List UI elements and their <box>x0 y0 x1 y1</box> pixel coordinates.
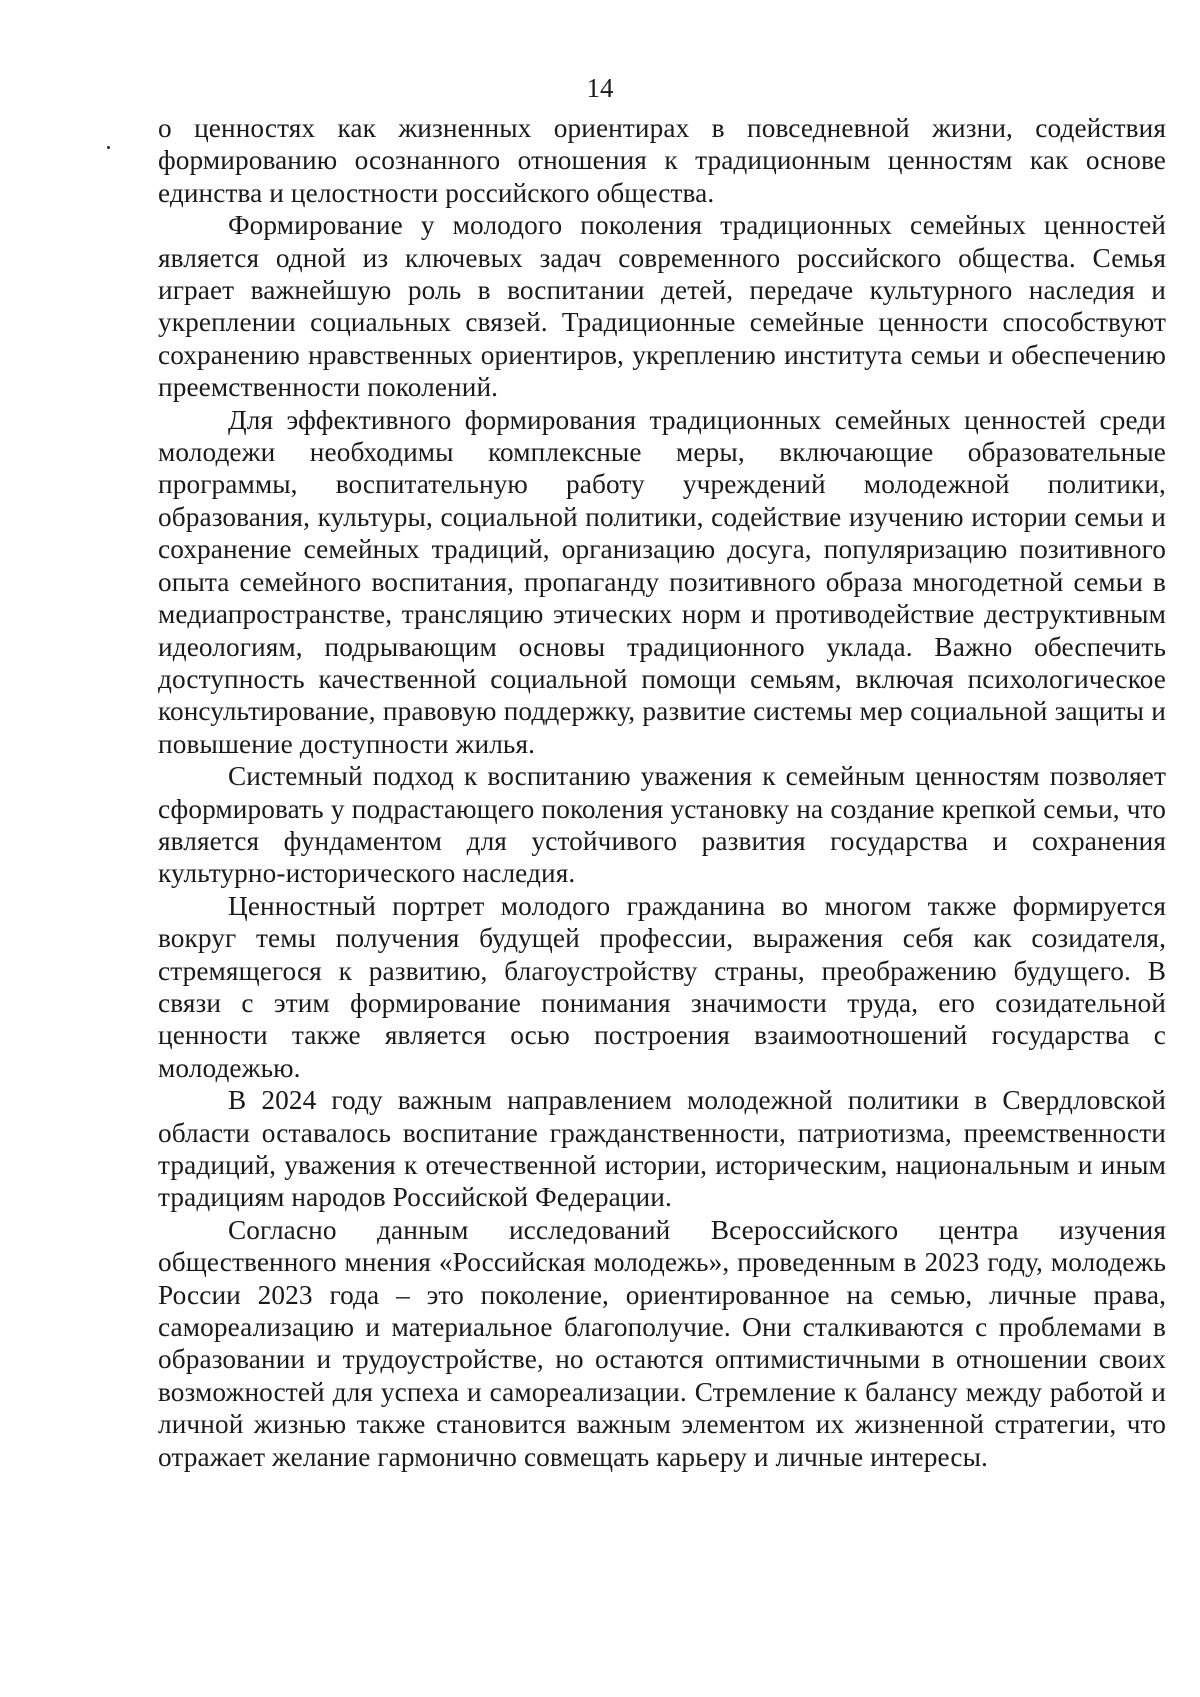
paragraph: Согласно данным исследований Всероссийского центра изучения общественного мнения «Российская молодежь», проведенным в 2023 году, молодежь России 2023 года – это поколение, ориентированное на семью, личные права, самореализацию и материальное благополучие. Они сталкиваются с проблемами в образовании и трудоустройстве, но остаются оптимистичными в отношении своих возможностей для успеха и самореализации. Стремление к балансу между работой и личной жизнью также становится важным элементом их жизненной стратегии, что отражает желание гармонично совмещать карьеру и личные интересы. <box>158 1214 1166 1472</box>
paragraph: Формирование у молодого поколения традиционных семейных ценностей является одной из ключевых задач современного российского общества. Семья играет важнейшую роль в воспитании детей, передаче культурного наследия и укреплении социальных связей. Традиционные семейные ценности способствуют сохранению нравственных ориентиров, укреплению института семьи и обеспечению преемственности поколений. <box>158 210 1166 403</box>
paragraph: Для эффективного формирования традиционных семейных ценностей среди молодежи необходимы комплексные меры, включающие образовательные программы, воспитательную работу учреждений молодежной политики, образования, культуры, социальной политики, содействие изучению истории семьи и сохранение семейных традиций, организацию досуга, популяризацию позитивного опыта семейного воспитания, пропаганду позитивного образа многодетной семьи в медиапространстве, трансляцию этических норм и противодействие деструктивным идеологиям, подрывающим основы традиционного уклада. Важно обеспечить доступность качественной социальной помощи семьям, включая психологическое консультирование, правовую поддержку, развитие системы мер социальной защиты и повышение доступности жилья. <box>158 404 1166 759</box>
document-body <box>158 112 1166 1473</box>
paragraph: В 2024 году важным направлением молодежной политики в Свердловской области оставалось воспитание гражданственности, патриотизма, преемственности традиций, уважения к отечественной истории, историческим, национальным и иным традициям народов Российской Федерации. <box>158 1085 1166 1213</box>
page-number: 14 <box>586 73 614 103</box>
paragraph-continuation: о ценностях как жизненных ориентирах в повседневной жизни, содействия формированию осознанного отношения к традиционным ценностям как основе единства и целостности российского общества. <box>158 113 1166 208</box>
paragraph: Ценностный портрет молодого гражданина во многом также формируется вокруг темы получения будущей профессии, выражения себя как созидателя, стремящегося к развитию, благоустройству страны, преображению будущего. В связи с этим формирование понимания значимости труда, его созидательной ценности также является осью построения взаимоотношений государства с молодежью. <box>158 890 1166 1083</box>
paragraph: Системный подход к воспитанию уважения к семейным ценностям позволяет сформировать у подрастающего поколения установку на создание крепкой семьи, что является фундаментом для устойчивого развития государства и сохранения культурно-исторического наследия. <box>158 761 1166 889</box>
scan-speck <box>107 146 110 149</box>
